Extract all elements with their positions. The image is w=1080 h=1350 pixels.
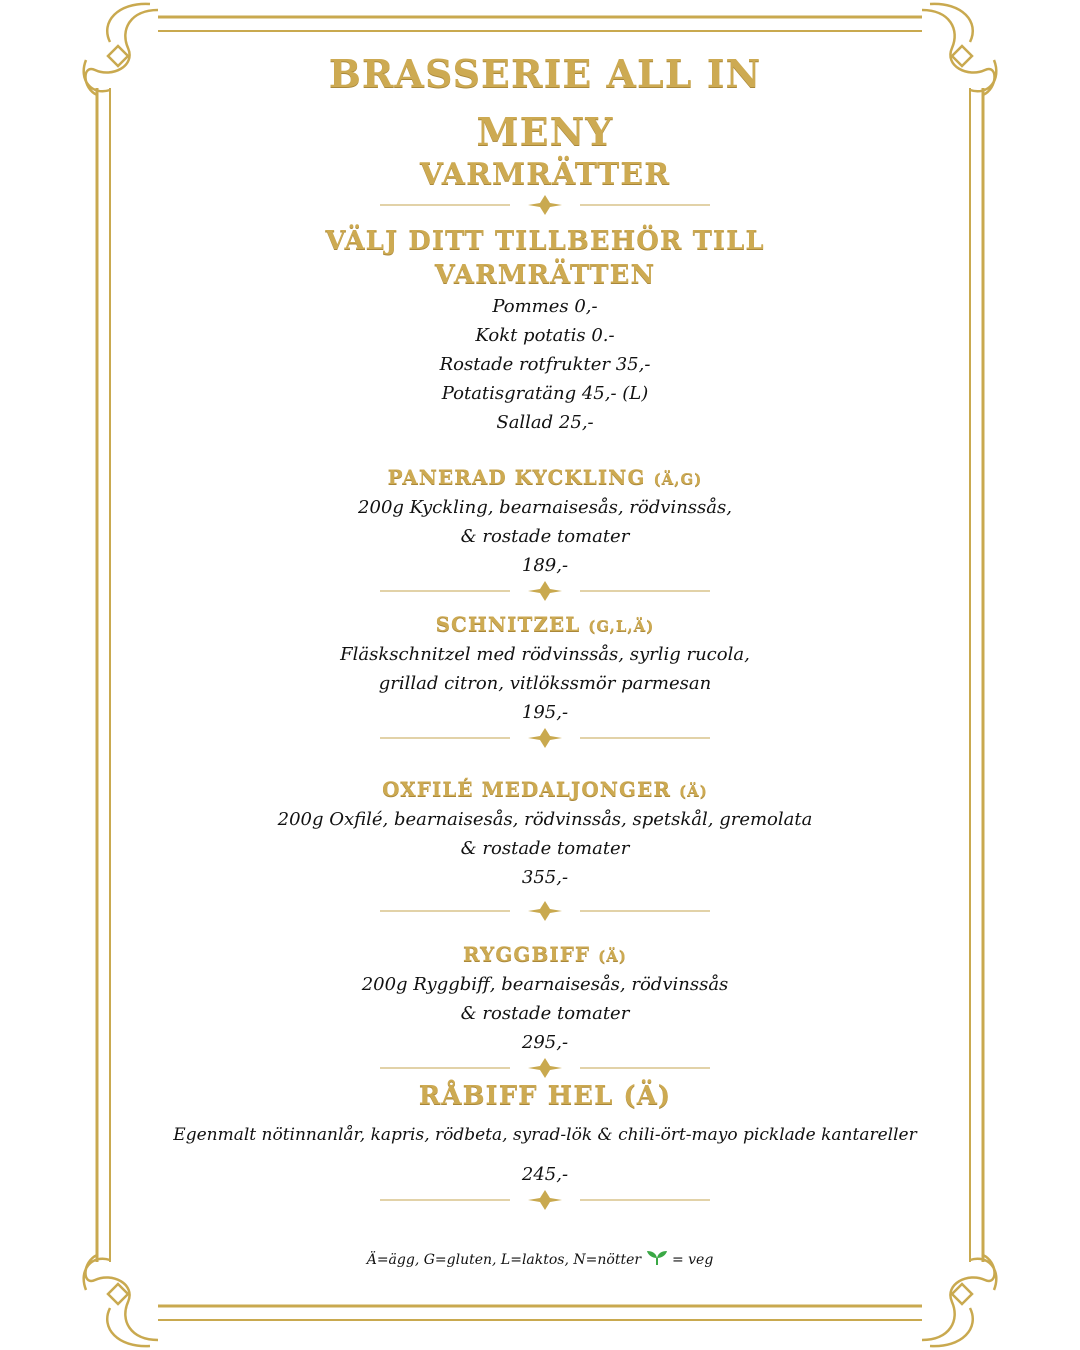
divider-ornament bbox=[380, 1189, 710, 1211]
sides-title-cont: VARMRÄTTEN bbox=[434, 260, 656, 290]
side-item: Pommes 0,- bbox=[492, 296, 598, 317]
divider-ornament bbox=[380, 727, 710, 749]
divider-ornament bbox=[380, 194, 710, 216]
allergen-legend bbox=[0, 1250, 1080, 1268]
divider-ornament bbox=[380, 1057, 710, 1079]
dish-name bbox=[150, 610, 940, 640]
divider-ornament bbox=[380, 580, 710, 602]
dish-title: RÅBIFF HEL (Ä) bbox=[418, 1081, 672, 1111]
menu-page bbox=[150, 40, 940, 1211]
sprout-icon bbox=[646, 1250, 668, 1266]
side-item: Rostade rotfrukter 35,- bbox=[439, 354, 651, 375]
dish-description: 200g Kyckling, bearnaisesås, rödvinssås, bbox=[358, 497, 732, 518]
dish-price: 245,- bbox=[521, 1164, 569, 1185]
dish-allergens: (Ä,G) bbox=[653, 470, 703, 488]
dish-description: Fläskschnitzel med rödvinssås, syrlig rucola, bbox=[340, 644, 750, 665]
dish-price: 189,- bbox=[521, 555, 569, 576]
dish-description: & rostade tomater bbox=[460, 526, 630, 547]
dish-description: Egenmalt nötinnanlår, kapris, rödbeta, syrad-lök & chili-ört-mayo picklade kantareller bbox=[173, 1125, 917, 1145]
legend-veg: = veg bbox=[671, 1252, 714, 1268]
side-item: Sallad 25,- bbox=[496, 412, 594, 433]
dish-title: PANERAD KYCKLING bbox=[387, 465, 646, 489]
divider-ornament bbox=[380, 900, 710, 922]
dish-allergens: (Ä) bbox=[678, 782, 708, 800]
section-title: VARMRÄTTER bbox=[419, 157, 671, 192]
corner-ornament-bottom-left bbox=[84, 1255, 158, 1346]
dish-title: RYGGBIFF bbox=[463, 942, 591, 966]
dish-price: 355,- bbox=[521, 867, 569, 888]
restaurant-name: BRASSERIE ALL IN bbox=[328, 51, 762, 96]
dish-title: OXFILÉ MEDALJONGER bbox=[382, 777, 672, 801]
side-item: Potatisgratäng 45,- (L) bbox=[441, 383, 649, 404]
legend-text: Ä=ägg, G=gluten, L=laktos, N=nötter bbox=[366, 1252, 642, 1268]
dish-allergens: (G,L,Ä) bbox=[588, 617, 655, 635]
dish-name bbox=[150, 463, 940, 493]
side-item: Kokt potatis 0.- bbox=[475, 325, 615, 346]
dish-description: 200g Oxfilé, bearnaisesås, rödvinssås, spetskål, gremolata bbox=[277, 809, 813, 830]
dish-name bbox=[150, 940, 940, 970]
dish-name bbox=[150, 775, 940, 805]
dish-title: SCHNITZEL bbox=[435, 612, 581, 636]
corner-ornament-top-left bbox=[84, 4, 158, 95]
menu-heading: MENY bbox=[476, 109, 614, 154]
dish-price: 195,- bbox=[521, 702, 569, 723]
sides-title: VÄLJ DITT TILLBEHÖR TILL bbox=[325, 226, 765, 256]
dish-allergens: (Ä) bbox=[598, 947, 627, 965]
dish-description: & rostade tomater bbox=[460, 838, 630, 859]
corner-ornament-bottom-right bbox=[922, 1255, 996, 1346]
dish-description: & rostade tomater bbox=[460, 1003, 630, 1024]
dish-price: 295,- bbox=[521, 1032, 569, 1053]
dish-name bbox=[150, 1079, 940, 1113]
dish-description: grillad citron, vitlökssmör parmesan bbox=[378, 673, 712, 694]
dish-description: 200g Ryggbiff, bearnaisesås, rödvinssås bbox=[361, 974, 729, 995]
